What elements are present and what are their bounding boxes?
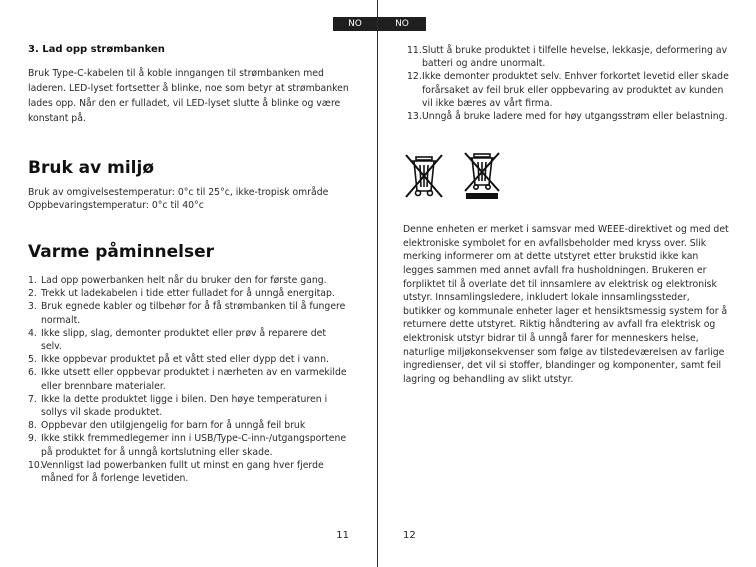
list-item-text: Unngå å bruke ladere med for høy utgangsstrøm eller belastning. bbox=[422, 111, 728, 123]
list-item bbox=[407, 70, 730, 110]
list-item-number: 11. bbox=[407, 45, 422, 56]
list-item-number: 6. bbox=[28, 367, 37, 379]
list-item-text: Ikke utsett eller oppbevar produktet i nærheten av en varmekilde eller brennbare materialer. bbox=[41, 367, 347, 392]
reminders-list-continued bbox=[403, 44, 730, 123]
environment-heading: Bruk av miljø bbox=[28, 158, 155, 178]
list-item-number: 4. bbox=[28, 327, 37, 339]
page-number: 12 bbox=[403, 530, 416, 541]
left-page bbox=[0, 0, 377, 567]
list-item-number: 3. bbox=[28, 301, 37, 313]
list-item-number: 9. bbox=[28, 433, 37, 445]
list-item-text: Ikke la dette produktet ligge i bilen. Den høye temperaturen i sollys vil skade produktet. bbox=[41, 393, 328, 419]
list-item-number: 12. bbox=[407, 71, 422, 83]
list-item-text: Bruk egnede kabler og tilbehør for å få strømbanken til å fungere normalt. bbox=[41, 301, 346, 326]
list-item bbox=[28, 300, 349, 326]
list-item-text: Ikke stikk fremmedlegemer inn i USB/Type-C-inn-/utgangsportene på produktet for å unngå kortslutning eller skade. bbox=[41, 433, 347, 458]
weee-icons bbox=[403, 151, 730, 201]
list-item bbox=[28, 274, 349, 287]
list-item bbox=[28, 419, 349, 432]
list-item-text: Ikke slipp, slag, demonter produktet eller prøv å reparere det selv. bbox=[41, 327, 326, 353]
list-item bbox=[28, 459, 349, 485]
reminders-heading: Varme påminnelser bbox=[28, 242, 215, 262]
weee-crossed-bin-bar-icon bbox=[461, 151, 503, 201]
charge-section-title: 3. Lad opp strømbanken bbox=[28, 44, 165, 55]
list-item-text: Ikke oppbevar produktet på et vått sted eller dypp det i vann. bbox=[41, 354, 329, 366]
weee-description: Denne enheten er merket i samsvar med WEEE-direktivet og med det elektroniske symbolet for en avfallsbeholder med kryss over. Slik merking informerer om at dette utstyret etter brukstid ikke kan legges sammen med annet avfall fra husholdningen. Brukeren er forpliktet til å overlate det til innsamlere av elektrisk og elektronisk utstyr. Innsamlingsledere, inkludert lokale innsamlingssteder, butikker og kommunale enheter lager et hensiktsmessig system for å returnere dette utstyret. Riktig håndtering av avfall fra elektrisk og elektronisk utstyr bidrar til å unngå farer for menneskers helse, naturlige miljøkonsekvenser som følge av tilstedeværelsen av farlige ingredienser, det vil si stoffer, blandinger og komponenter, samt feil lagring og behandling av slikt utstyr. bbox=[403, 224, 729, 385]
list-item-text: Slutt å bruke produktet i tilfelle hevelse, lekkasje, deformering av batteri og andre unormalt. bbox=[422, 45, 728, 70]
list-item bbox=[28, 287, 349, 300]
list-item-text: Trekk ut ladekabelen i tide etter fulladet for å unngå energitap. bbox=[41, 288, 335, 300]
list-item-text: Oppbevar den utilgjengelig for barn for å unngå feil bruk bbox=[41, 420, 306, 432]
environment-line: Bruk av omgivelsestemperatur: 0°c til 25°c, ikke-tropisk område bbox=[28, 187, 329, 198]
list-item-text: Lad opp powerbanken helt når du bruker den for første gang. bbox=[41, 275, 327, 286]
list-item-text: Vennligst lad powerbanken fullt ut minst en gang hver fjerde måned for å forlenge levetiden. bbox=[41, 459, 324, 485]
list-item-number: 10. bbox=[28, 459, 43, 471]
charge-instructions: Bruk Type-C-kabelen til å koble inngangen til strømbanken med laderen. LED-lyset fortsetter å blinke, noe som betyr at strømbanken lades opp. Når den er fulladet, vil LED-lyset slutte å blinke og være konstant på. bbox=[28, 68, 349, 124]
environment-line: Oppbevaringstemperatur: 0°c til 40°c bbox=[28, 200, 204, 211]
environment-info bbox=[28, 186, 349, 212]
weee-crossed-bin-icon bbox=[403, 151, 445, 201]
list-item-number: 1. bbox=[28, 275, 37, 286]
list-item-number: 13. bbox=[407, 111, 422, 123]
list-item bbox=[28, 393, 349, 419]
list-item-number: 7. bbox=[28, 393, 37, 405]
right-content bbox=[403, 44, 730, 386]
list-item bbox=[28, 327, 349, 353]
page-number: 11 bbox=[336, 530, 349, 541]
list-item bbox=[407, 44, 730, 70]
list-item bbox=[407, 110, 730, 123]
reminders-list bbox=[28, 274, 349, 485]
list-item bbox=[28, 353, 349, 366]
list-item bbox=[28, 432, 349, 458]
list-item-text: Ikke demonter produktet selv. Enhver forkortet levetid eller skade forårsaket av feil bruk eller oppbevaring av produktet av kunden vil ikke bæres av vårt firma. bbox=[422, 71, 729, 109]
right-page bbox=[378, 0, 756, 567]
list-item-number: 2. bbox=[28, 288, 37, 300]
language-tag: NO bbox=[378, 17, 426, 31]
left-content bbox=[28, 44, 349, 485]
list-item bbox=[28, 366, 349, 392]
list-item-number: 8. bbox=[28, 420, 37, 432]
list-item-number: 5. bbox=[28, 354, 37, 366]
language-tag: NO bbox=[333, 17, 377, 31]
